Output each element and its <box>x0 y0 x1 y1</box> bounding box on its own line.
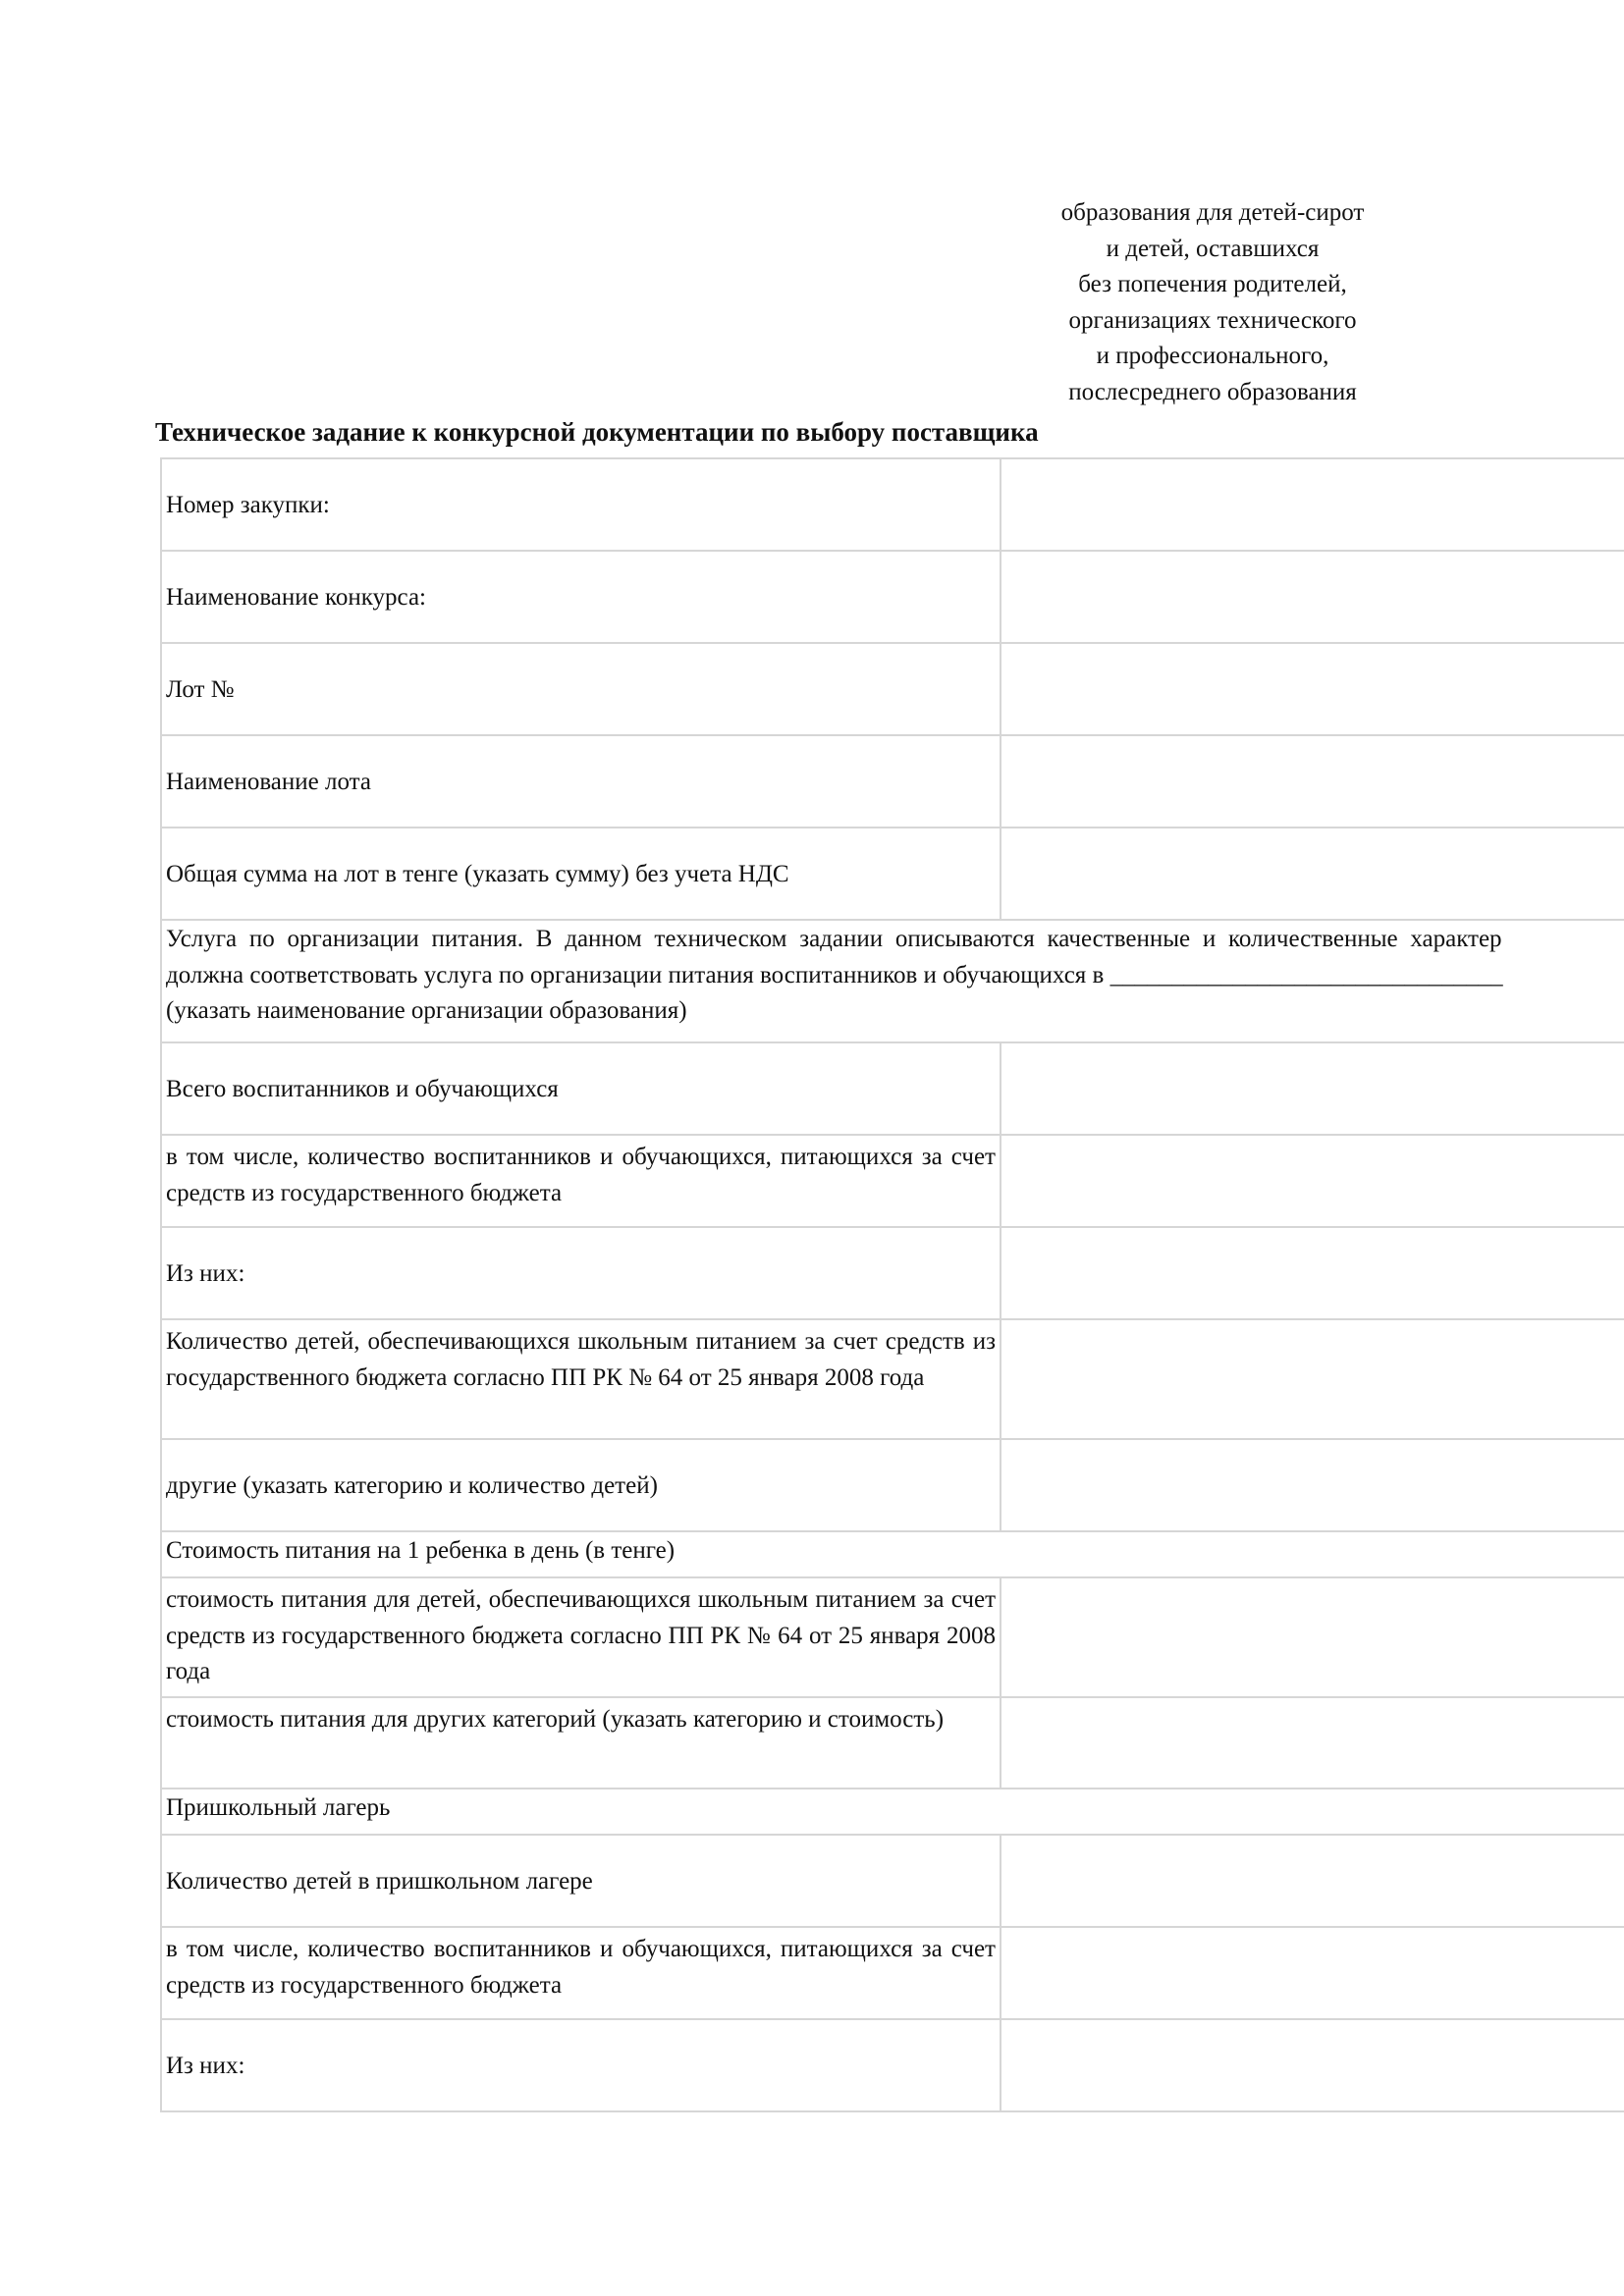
value-cell <box>1000 1228 1624 1318</box>
table-row <box>160 642 1624 734</box>
value-cell <box>1000 459 1624 550</box>
table-row <box>160 1041 1624 1134</box>
value-cell <box>1000 1320 1624 1438</box>
header-line: и детей, оставшихся <box>1106 235 1320 262</box>
table-row <box>160 827 1624 919</box>
table-row <box>160 550 1624 642</box>
row-label: Количество детей в пришкольном лагере <box>166 1868 593 1896</box>
row-label: Из них: <box>166 2053 245 2080</box>
table-row <box>160 1926 1624 2018</box>
header-line: и профессионального, <box>1096 343 1329 369</box>
row-label: Лот № <box>166 676 235 704</box>
value-cell <box>1000 1928 1624 2018</box>
header-block <box>982 195 1443 410</box>
row-label: Количество детей, обеспечивающихся школьным питанием за счет средств из государственного бюджета согласно ПП РК № 64 от 25 января 2008 года <box>166 1328 996 1391</box>
header-line: организациях технического <box>1068 306 1357 334</box>
header-line: послесреднего образования <box>1068 378 1357 405</box>
description-line: (указать наименование организации образования) <box>166 997 687 1024</box>
value-cell <box>1000 1698 1624 1788</box>
value-cell <box>1000 2020 1624 2110</box>
value-cell <box>1000 1578 1624 1696</box>
value-cell <box>1000 1836 1624 1926</box>
table-row-service-description <box>160 919 1624 1041</box>
header-line: образования для детей-сирот <box>1060 199 1365 226</box>
table-row <box>160 2018 1624 2112</box>
value-cell <box>1000 1440 1624 1530</box>
row-label: Номер закупки: <box>166 492 330 519</box>
row-label: в том числе, количество воспитанников и обучающихся, питающихся за счет средств из государственного бюджета <box>166 1936 996 1999</box>
row-label: стоимость питания для других категорий (указать категорию и стоимость) <box>166 1706 945 1733</box>
document-title: Техническое задание к конкурсной документации по выбору поставщика <box>155 417 1039 447</box>
row-label: Всего воспитанников и обучающихся <box>166 1076 559 1103</box>
form-table <box>160 457 1624 2112</box>
header-line: без попечения родителей, <box>1078 271 1347 297</box>
table-row-section-heading <box>160 1788 1624 1834</box>
table-row <box>160 457 1624 550</box>
value-cell <box>1000 1136 1624 1226</box>
table-row <box>160 1576 1624 1696</box>
section-heading: Пришкольный лагерь <box>166 1794 391 1821</box>
value-cell <box>1000 552 1624 642</box>
value-cell <box>1000 828 1624 919</box>
table-row <box>160 1438 1624 1530</box>
service-description <box>160 921 1624 1041</box>
table-row <box>160 1226 1624 1318</box>
row-label: другие (указать категорию и количество детей) <box>166 1472 658 1500</box>
row-label: в том числе, количество воспитанников и обучающихся, питающихся за счет средств из государственного бюджета <box>166 1144 996 1206</box>
row-label: стоимость питания для детей, обеспечивающихся школьным питанием за счет средств из государственного бюджета согласно ПП РК № 64 от 25 января 2008 года <box>166 1586 996 1684</box>
table-row <box>160 1696 1624 1788</box>
table-row <box>160 1318 1624 1438</box>
table-row <box>160 734 1624 827</box>
row-label: Наименование конкурса: <box>166 584 426 612</box>
row-label: Из них: <box>166 1260 245 1288</box>
table-row-section-heading <box>160 1530 1624 1576</box>
section-heading: Стоимость питания на 1 ребенка в день (в тенге) <box>166 1537 676 1564</box>
value-cell <box>1000 736 1624 827</box>
description-line: Услуга по организации питания. В данном техническом задании описываются качественные и количественные характер <box>166 926 1502 952</box>
value-cell <box>1000 644 1624 734</box>
row-label: Общая сумма на лот в тенге (указать сумму) без учета НДС <box>166 861 789 888</box>
value-cell <box>1000 1043 1624 1134</box>
table-row <box>160 1834 1624 1926</box>
row-label: Наименование лота <box>166 769 371 796</box>
description-line: должна соответствовать услуга по организации питания воспитанников и обучающихся в ________________________________ <box>166 961 1503 988</box>
table-row <box>160 1134 1624 1226</box>
